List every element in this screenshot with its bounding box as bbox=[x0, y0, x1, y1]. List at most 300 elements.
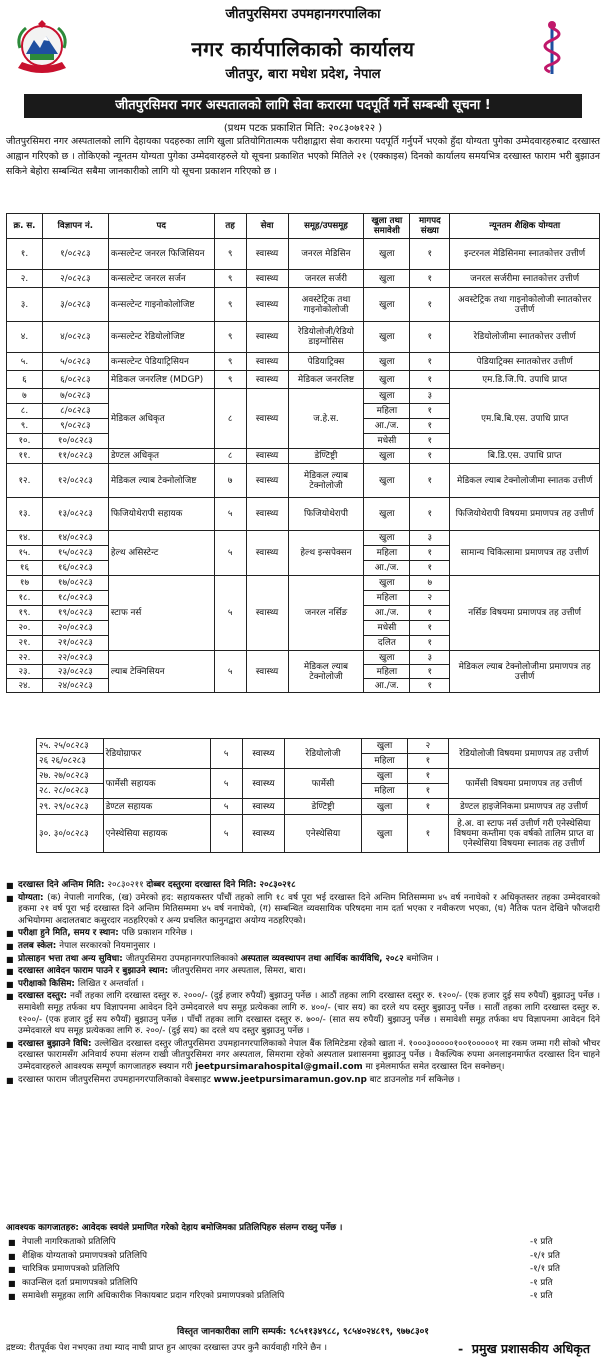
document-name: समावेशी समूहका लागि अधिकारीक निकायबाट प्रदान गरिएको प्रमाणपत्रको प्रतिलिपि bbox=[22, 1291, 285, 1301]
count-cell: १ bbox=[410, 464, 450, 498]
table-header-cell: सेवा bbox=[246, 214, 288, 239]
group-cell: ज.हे.स. bbox=[288, 389, 364, 449]
ad-number-cell: ११/०८२८३ bbox=[42, 449, 108, 464]
info-label: दरखास्त दस्तुर: bbox=[18, 991, 71, 1002]
serial-cell: २. bbox=[7, 270, 43, 288]
serial-cell: ३. bbox=[7, 288, 43, 322]
count-cell: १ bbox=[410, 449, 450, 464]
info-item bbox=[6, 979, 600, 991]
qualification-cell: पेडियाट्रिक्स स्नातकोत्तर उत्तीर्ण bbox=[450, 353, 600, 371]
letterhead bbox=[0, 0, 606, 92]
ad-number-cell: २९. २९/०८२८३ bbox=[37, 799, 104, 815]
bullet-icon: ■ bbox=[6, 992, 14, 1002]
count-cell: १ bbox=[410, 371, 450, 389]
table-row bbox=[7, 353, 600, 371]
info-value: दरखास्त फाराम जीतपुरसिमरा उपमहानगरपालिकाको वेबसाइट bbox=[18, 1074, 214, 1085]
bullet-icon: ■ bbox=[8, 1265, 16, 1274]
qualification-cell: मेडिकल ल्याब टेक्नोलोजीमा प्रमाणपत्र तह उत्तीर्ण bbox=[450, 651, 600, 693]
service-cell: स्वास्थ्य bbox=[242, 799, 284, 815]
quota-cell: महिला bbox=[364, 404, 410, 419]
level-cell: ५ bbox=[210, 815, 242, 853]
info-label: www.jeetpursimaramun.gov.np bbox=[213, 1074, 367, 1085]
quota-cell: खुला bbox=[361, 739, 407, 754]
ad-number-cell: १९/०८२८३ bbox=[42, 606, 108, 621]
group-cell: जनरल सर्जरी bbox=[288, 270, 364, 288]
quota-cell: महिला bbox=[361, 784, 407, 799]
count-cell: ३ bbox=[410, 651, 450, 665]
count-cell: १ bbox=[408, 815, 448, 853]
qualification-cell: डेण्टल हाइजेनिकमा प्रमाणपत्र तह उत्तीर्ण bbox=[448, 799, 599, 815]
count-cell: १ bbox=[410, 353, 450, 371]
document-item bbox=[6, 1263, 600, 1277]
qualification-cell: रेडियोलोजी विषयमा प्रमाणपत्र तह उत्तीर्ण bbox=[448, 739, 599, 769]
post-cell: स्टाफ नर्स bbox=[108, 576, 214, 651]
bullet-icon: ■ bbox=[8, 1278, 16, 1288]
info-item bbox=[6, 880, 600, 892]
quota-cell: खुला bbox=[364, 288, 410, 322]
office-address: जीतपुर, बारा मधेश प्रदेश, नेपाल bbox=[225, 67, 381, 82]
count-cell: १ bbox=[408, 769, 448, 784]
info-text bbox=[18, 979, 600, 991]
info-text bbox=[18, 941, 600, 953]
info-text bbox=[18, 928, 600, 940]
quota-cell: दलित bbox=[364, 636, 410, 651]
serial-cell: १७ bbox=[7, 576, 43, 591]
table-row bbox=[7, 464, 600, 498]
quota-cell: खुला bbox=[364, 498, 410, 531]
document-name: शैक्षिक योग्यताको प्रमाणपत्रको प्रतिलिपि bbox=[22, 1250, 148, 1261]
count-cell: १ bbox=[410, 270, 450, 288]
level-cell: ९ bbox=[214, 353, 246, 371]
count-cell: १ bbox=[410, 665, 450, 679]
post-cell: कन्सल्टेन्ट रेडियोलोजिष्ट bbox=[108, 322, 214, 353]
ad-number-cell: १०/०८२८३ bbox=[42, 434, 108, 449]
count-cell: १ bbox=[410, 419, 450, 434]
group-cell: पेडियाट्रिक्स bbox=[288, 353, 364, 371]
document-item bbox=[6, 1236, 600, 1250]
service-cell: स्वास्थ्य bbox=[246, 651, 288, 693]
group-cell: डेण्टिष्ट्री bbox=[288, 449, 364, 464]
post-cell: कन्सल्टेन्ट जनरल फिजिसियन bbox=[108, 239, 214, 270]
document-name: काउन्सिल दर्ता प्रमाणपत्रको प्रतिलिपि bbox=[22, 1277, 138, 1288]
bullet-icon: ■ bbox=[6, 1039, 14, 1049]
serial-cell: २०. bbox=[7, 621, 43, 636]
info-text bbox=[18, 991, 600, 1037]
info-label: तलब स्केल: bbox=[18, 940, 60, 951]
count-cell: १ bbox=[410, 621, 450, 636]
info-text bbox=[18, 880, 600, 892]
table-header-cell: क्र. स. bbox=[7, 214, 43, 239]
info-label: jeetpursimarahospital@gmail.com bbox=[195, 1061, 363, 1072]
service-cell: स्वास्थ्य bbox=[242, 769, 284, 799]
bullet-icon: ■ bbox=[6, 893, 14, 903]
group-cell: जनरल नर्सिङ bbox=[288, 576, 364, 651]
post-cell: कन्सल्टेन्ट जनरल सर्जन bbox=[108, 270, 214, 288]
post-cell: डेण्टल अधिकृत bbox=[108, 449, 214, 464]
serial-cell: २१. bbox=[7, 636, 43, 651]
info-label: परीक्षा हुने मिति, समय र स्थान: bbox=[18, 928, 122, 939]
serial-cell: ९. bbox=[7, 419, 43, 434]
info-value: २०८३०२१८ bbox=[259, 880, 296, 890]
qualification-cell: सामान्य चिकित्सामा प्रमाणपत्र तह उत्तीर्ण bbox=[450, 531, 600, 576]
group-cell: फार्मेसी bbox=[285, 769, 362, 799]
table-row bbox=[36, 739, 600, 754]
info-item bbox=[6, 1039, 600, 1074]
required-documents bbox=[6, 1221, 600, 1304]
post-cell: मेडिकल जनरलिष्ट (MDGP) bbox=[108, 371, 214, 389]
serial-cell: २३. bbox=[7, 665, 43, 679]
count-cell: १ bbox=[410, 606, 450, 621]
vacancy-table-continued bbox=[36, 738, 600, 853]
count-cell: ७ bbox=[410, 576, 450, 591]
count-cell: ३ bbox=[410, 531, 450, 546]
service-cell: स्वास्थ्य bbox=[246, 288, 288, 322]
group-cell: मेडिकल ल्याब टेक्नोलोजी bbox=[288, 651, 364, 693]
bullet-icon: ■ bbox=[8, 1238, 16, 1247]
intro-paragraph: जीतपुरसिमरा नगर अस्पतालको लागि देहायका पदहरुका लागि खुला प्रतियोगितात्मक परीक्षाद्वारा सेवा करारमा पदपूर्ति गर्नुपर्ने भएको हुँदा योग्यता पुगेका उम्मेदवारहरुबाट दरखास्त आह्वान गरिएको छ । तोकिएको न्यूनतम योग्यता पुगेका उम्मेदवारहरुले यो सूचना प्रकाशित भएको मितिले २१ (एक्काइस) दिनको कार्यालय समयभित्र दरखास्त फाराम भरी बुझाउन सकिने बेहोरा सम्बन्धित सबैमा जानकारीको लागि यो सूचना प्रकाशन गरिएको छ । bbox=[6, 136, 600, 177]
service-cell: स्वास्थ्य bbox=[246, 464, 288, 498]
documents-heading: आवश्यक कागजातहरु: आवेदक स्वयंले प्रमाणित गरेको देहाय बमोजिमका प्रतिलिपिहरु संलग्न राख्नु पर्नेछ । bbox=[6, 1223, 343, 1233]
serial-cell: १३. bbox=[7, 498, 43, 531]
count-cell: १ bbox=[410, 561, 450, 576]
qualification-cell: रेडियोलोजीमा स्नातकोत्तर उत्तीर्ण bbox=[450, 322, 600, 353]
caduceus-logo-icon bbox=[532, 18, 572, 78]
quota-cell: खुला bbox=[364, 576, 410, 591]
info-text bbox=[18, 954, 600, 966]
ad-number-cell: १२/०८२८३ bbox=[42, 464, 108, 498]
post-cell: कन्सल्टेन्ट पेडियाट्रिसियन bbox=[108, 353, 214, 371]
bullet-icon: ■ bbox=[6, 929, 14, 939]
group-cell: एनेस्थेसिया bbox=[285, 815, 362, 853]
qualification-cell: फार्मेसी विषयमा प्रमाणपत्र तह उत्तीर्ण bbox=[448, 769, 599, 799]
info-label: अस्पताल व्यवस्थापन तथा आर्थिक कार्यविधि, २०८२ bbox=[240, 953, 404, 964]
quota-cell: मधेसी bbox=[364, 434, 410, 449]
info-label: दरखास्त बुझाउने विधि: bbox=[18, 1038, 95, 1049]
ad-number-cell: ४/०८२८३ bbox=[42, 322, 108, 353]
count-cell: १ bbox=[408, 799, 448, 815]
ad-number-cell: १/०८२८३ bbox=[42, 239, 108, 270]
qualification-cell: मेडिकल ल्याब टेक्नोलोजीमा स्नातक उत्तीर्ण bbox=[450, 464, 600, 498]
post-cell: फिजियोथेरापी सहायक bbox=[108, 498, 214, 531]
group-cell: हेल्थ इन्सपेक्सन bbox=[288, 531, 364, 576]
table-row bbox=[36, 799, 600, 815]
level-cell: ५ bbox=[214, 498, 246, 531]
info-text bbox=[18, 1039, 600, 1074]
level-cell: ९ bbox=[214, 239, 246, 270]
level-cell: ५ bbox=[210, 799, 242, 815]
count-cell: १ bbox=[408, 784, 448, 799]
qualification-cell: फिजियोथेरापी विषयमा प्रमाणपत्र तह उत्तीर्ण bbox=[450, 498, 600, 531]
group-cell: अवस्टेट्रिक तथा गाइनोकोलोजी bbox=[288, 288, 364, 322]
serial-cell: १८. bbox=[7, 591, 43, 606]
quota-cell: महिला bbox=[364, 665, 410, 679]
level-cell: ७ bbox=[214, 464, 246, 498]
info-label: परीक्षाको किसिम: bbox=[18, 978, 78, 989]
info-text bbox=[18, 893, 600, 928]
qualification-cell: बि.डि.एस. उपाधि प्राप्त bbox=[450, 449, 600, 464]
service-cell: स्वास्थ्य bbox=[246, 371, 288, 389]
level-cell: ८ bbox=[214, 449, 246, 464]
application-details bbox=[6, 880, 600, 1087]
level-cell: ८ bbox=[214, 389, 246, 449]
level-cell: ५ bbox=[210, 769, 242, 799]
qualification-cell: एम.डि.जि.पि. उपाधि प्राप्त bbox=[450, 371, 600, 389]
info-value: जीतपुरसिमरा उपमहानगरपालिकाको bbox=[125, 953, 241, 964]
signatory-title: - प्रमुख प्रशासकीय अधिकृत bbox=[457, 1341, 590, 1356]
notice-title-banner: जीतपुरसिमरा नगर अस्पतालको लागि सेवा करारमा पदपूर्ति गर्ने सम्बन्धी सूचना ! bbox=[24, 94, 582, 118]
count-cell: २ bbox=[410, 591, 450, 606]
bullet-icon: ■ bbox=[6, 967, 14, 977]
quota-cell: खुला bbox=[364, 322, 410, 353]
info-value: लिखित र अन्तर्वार्ता । bbox=[77, 978, 145, 989]
count-cell: १ bbox=[410, 498, 450, 531]
table-row bbox=[7, 576, 600, 591]
table-row bbox=[7, 498, 600, 531]
info-item bbox=[6, 991, 600, 1037]
qualification-cell: इन्टरनल मेडिसिनमा स्नातकोत्तर उत्तीर्ण bbox=[450, 239, 600, 270]
level-cell: ९ bbox=[214, 371, 246, 389]
table-row bbox=[7, 239, 600, 270]
group-cell: मेडिकल ल्याब टेक्नोलोजी bbox=[288, 464, 364, 498]
ad-number-cell: ९/०८२८३ bbox=[42, 419, 108, 434]
ad-number-cell: ६/०८२८३ bbox=[42, 371, 108, 389]
quota-cell: खुला bbox=[361, 815, 407, 853]
bullet-icon: ■ bbox=[8, 1251, 16, 1261]
ad-number-cell: २७. २७/०८२८३ bbox=[37, 769, 104, 784]
document-name: चारित्रिक प्रमाणपत्रको प्रतिलिपि bbox=[22, 1264, 120, 1274]
count-cell: १ bbox=[410, 636, 450, 651]
table-row bbox=[36, 815, 600, 853]
count-cell: २ bbox=[408, 739, 448, 754]
quota-cell: महिला bbox=[364, 591, 410, 606]
post-cell: डेण्टल सहायक bbox=[103, 799, 210, 815]
info-value: पछि प्रकाशन गरिनेछ । bbox=[121, 928, 193, 939]
bullet-icon: ■ bbox=[6, 941, 14, 951]
group-cell: जनरल मेडिसिन bbox=[288, 239, 364, 270]
table-header-cell: खुला तथा समावेशी bbox=[364, 214, 410, 239]
table-header-row bbox=[7, 214, 600, 239]
info-item bbox=[6, 1075, 600, 1087]
group-cell: मेडिकल जनरलिष्ट bbox=[288, 371, 364, 389]
group-cell: रेडियोलोजी bbox=[285, 739, 362, 769]
level-cell: ५ bbox=[214, 576, 246, 651]
quota-cell: खुला bbox=[364, 239, 410, 270]
quota-cell: खुला bbox=[361, 769, 407, 784]
document-copies: -१ प्रति bbox=[530, 1277, 553, 1288]
info-label: प्रोत्साहन भत्ता तथा अन्य सुविधा: bbox=[18, 953, 126, 964]
document-copies: -१ प्रति bbox=[530, 1237, 553, 1247]
serial-cell: १५. bbox=[7, 546, 43, 561]
level-cell: ५ bbox=[214, 651, 246, 693]
ad-number-cell: १३/०८२८३ bbox=[42, 498, 108, 531]
quota-cell: खुला bbox=[364, 389, 410, 404]
quota-cell: महिला bbox=[364, 546, 410, 561]
document-item bbox=[6, 1250, 600, 1264]
serial-cell: १४. bbox=[7, 531, 43, 546]
bullet-icon: ■ bbox=[6, 881, 14, 890]
document-name: नेपाली नागरिकताको प्रतिलिपि bbox=[22, 1237, 116, 1247]
ad-number-cell: १७/०८२८३ bbox=[42, 576, 108, 591]
service-cell: स्वास्थ्य bbox=[246, 531, 288, 576]
post-cell: ल्याब टेक्निसियन bbox=[108, 651, 214, 693]
ad-number-cell: ३/०८२८३ bbox=[42, 288, 108, 322]
ad-number-cell: ८/०८२८३ bbox=[42, 404, 108, 419]
ad-number-cell: १५/०८२८३ bbox=[42, 546, 108, 561]
qualification-cell: एम.बि.बि.एस. उपाधि प्राप्त bbox=[450, 389, 600, 449]
quota-cell: खुला bbox=[364, 651, 410, 665]
info-value: २०८३०२११ bbox=[107, 880, 147, 890]
info-value: बाट डाउनलोड गर्न सकिनेछ । bbox=[366, 1074, 461, 1085]
service-cell: स्वास्थ्य bbox=[246, 239, 288, 270]
quota-cell: आ./ज. bbox=[364, 679, 410, 693]
serial-cell: ५. bbox=[7, 353, 43, 371]
post-cell: फार्मेसी सहायक bbox=[103, 769, 210, 799]
level-cell: ९ bbox=[214, 288, 246, 322]
info-text bbox=[18, 1075, 600, 1087]
table-row bbox=[36, 769, 600, 784]
info-value: नेपाल सरकारको नियमानुसार । bbox=[59, 940, 156, 951]
qualification-cell: अवस्टेट्रिक तथा गाइनोकोलोजी स्नातकोत्तर उत्तीर्ण bbox=[450, 288, 600, 322]
info-value: उल्लेखित दरखास्त दस्तुर जीतपुरसिमरा उपमहानगरपालिकाको नेपाल बैंक लिमिटेडमा रहेको खाता नं. १०००३०००००१००१०००००१ मा रकम जम्मा गरी सोको भौचर दरखास्त फारामसँग अनिवार्य रुपमा संलग्न राखी जीतपुरसिमरा नगर अस्पताल, सिमरामा रहेको अस्पताल प्रशासनमा बुझाउनु पर्नेछ । वैकल्पिक रुपमा अनलाइनमार्फत दरखास्त दिन चाहने उम्मेदवारहरुले आवश्यक सम्पूर्ण कागजातहरु स्क्यान गरी bbox=[18, 1038, 601, 1072]
ad-number-cell: १८/०८२८३ bbox=[42, 591, 108, 606]
signatory-label: प्रमुख प्रशासकीय अधिकृत bbox=[471, 1341, 590, 1356]
quota-cell: आ./ज. bbox=[364, 561, 410, 576]
info-label: योग्यता: bbox=[18, 892, 48, 903]
serial-cell: ८. bbox=[7, 404, 43, 419]
table-row bbox=[7, 322, 600, 353]
service-cell: स्वास्थ्य bbox=[246, 576, 288, 651]
table-row bbox=[7, 531, 600, 546]
table-header-cell: पद bbox=[108, 214, 214, 239]
ad-number-cell: ७/०८२८३ bbox=[42, 389, 108, 404]
table-header-cell: विज्ञापन नं. bbox=[42, 214, 108, 239]
count-cell: १ bbox=[410, 239, 450, 270]
serial-cell: ७ bbox=[7, 389, 43, 404]
office-name: नगर कार्यपालिकाको कार्यालय bbox=[191, 37, 415, 61]
vacancy-table bbox=[6, 213, 600, 693]
table-row bbox=[7, 651, 600, 665]
ad-number-cell: २५. २५/०८२८३ bbox=[37, 739, 104, 754]
info-value: जीतपुरसिमरा नगर अस्पताल, सिमरा, बारा। bbox=[171, 966, 306, 977]
group-cell: फिजियोथेरापी bbox=[288, 498, 364, 531]
info-value: बमोजिम । bbox=[403, 953, 439, 964]
count-cell: १ bbox=[410, 434, 450, 449]
quota-cell: खुला bbox=[364, 464, 410, 498]
quota-cell: आ./ज. bbox=[364, 419, 410, 434]
quota-cell: मधेसी bbox=[364, 621, 410, 636]
quota-cell: खुला bbox=[364, 531, 410, 546]
bullet-icon: ■ bbox=[6, 979, 14, 989]
post-cell: रेडियोग्राफर bbox=[103, 739, 210, 769]
info-label: दोब्बर दस्तुरमा दरखास्त दिने मिति: bbox=[146, 880, 260, 890]
table-header-cell: न्यूनतम शैक्षिक योग्यता bbox=[450, 214, 600, 239]
table-header-cell: समूह/उपसमूह bbox=[288, 214, 364, 239]
service-cell: स्वास्थ्य bbox=[246, 498, 288, 531]
service-cell: स्वास्थ्य bbox=[242, 739, 284, 769]
qualification-cell: नर्सिङ विषयमा प्रमाणपत्र तह उत्तीर्ण bbox=[450, 576, 600, 651]
info-item bbox=[6, 928, 600, 940]
service-cell: स्वास्थ्य bbox=[242, 815, 284, 853]
service-cell: स्वास्थ्य bbox=[246, 322, 288, 353]
table-header-cell: तह bbox=[214, 214, 246, 239]
post-cell: मेडिकल अधिकृत bbox=[108, 389, 214, 449]
count-cell: १ bbox=[410, 679, 450, 693]
count-cell: १ bbox=[410, 322, 450, 353]
publication-date: (प्रथम पटक प्रकाशित मिति: २०८३०७१२२ ) bbox=[223, 123, 383, 134]
document-item bbox=[6, 1290, 600, 1304]
ad-number-cell: २०/०८२८३ bbox=[42, 621, 108, 636]
info-item bbox=[6, 941, 600, 953]
count-cell: ३ bbox=[410, 389, 450, 404]
footer-note: द्रष्टव्य: रीतपूर्वक पेश नभएका तथा म्याद नाघी प्राप्त हुन आएका दरखास्त उपर कुनै कार्यवाही गरिने छैन । bbox=[6, 1343, 328, 1353]
ad-number-cell: ३०. ३०/०८२८३ bbox=[37, 815, 104, 853]
ad-number-cell: २३/०८२८३ bbox=[42, 665, 108, 679]
qualification-cell: हे.अ. वा स्टाफ नर्स उत्तीर्ण गरी एनेस्थेसिया विषयमा कम्तीमा एक वर्षको तालिम प्राप्त वा एनेस्थेसिया विषयमा स्नातक तह उत्तीर्ण bbox=[448, 815, 599, 853]
count-cell: १ bbox=[408, 754, 448, 769]
serial-cell: १२. bbox=[7, 464, 43, 498]
info-item bbox=[6, 893, 600, 928]
info-text bbox=[18, 966, 600, 978]
service-cell: स्वास्थ्य bbox=[246, 389, 288, 449]
serial-cell: १६ bbox=[7, 561, 43, 576]
serial-cell: १९. bbox=[7, 606, 43, 621]
contact-info: विस्तृत जानकारीका लागि सम्पर्क: ९८५११३४९८८, ९८५४०२४८१९, ९७७८३०१ bbox=[176, 1327, 429, 1337]
info-item bbox=[6, 966, 600, 978]
table-row bbox=[7, 389, 600, 404]
quota-cell: महिला bbox=[361, 754, 407, 769]
service-cell: स्वास्थ्य bbox=[246, 270, 288, 288]
level-cell: ९ bbox=[214, 322, 246, 353]
serial-cell: ११. bbox=[7, 449, 43, 464]
ad-number-cell: २८. २८/०८२८३ bbox=[37, 784, 104, 799]
qualification-cell: जनरल सर्जरीमा स्नातकोत्तर उत्तीर्ण bbox=[450, 270, 600, 288]
serial-cell: ४. bbox=[7, 322, 43, 353]
document-copies: -१/१ प्रति bbox=[530, 1250, 561, 1261]
info-label: दरखास्त आवेदन फाराम पाउने र बुझाउने स्थान: bbox=[18, 966, 172, 977]
level-cell: ९ bbox=[214, 270, 246, 288]
quota-cell: खुला bbox=[364, 353, 410, 371]
serial-cell: १. bbox=[7, 239, 43, 270]
bullet-icon: ■ bbox=[8, 1292, 16, 1301]
document-item bbox=[6, 1277, 600, 1291]
quota-cell: खुला bbox=[364, 371, 410, 389]
ad-number-cell: २/०८२८३ bbox=[42, 270, 108, 288]
serial-cell: २२. bbox=[7, 651, 43, 665]
group-cell: डेण्टिष्ट्री bbox=[285, 799, 362, 815]
ad-number-cell: २४/०८२८३ bbox=[42, 679, 108, 693]
document-copies: -१/१ प्रति bbox=[530, 1264, 561, 1274]
serial-cell: ६ bbox=[7, 371, 43, 389]
quota-cell: खुला bbox=[364, 270, 410, 288]
bullet-icon: ■ bbox=[6, 954, 14, 964]
post-cell: कन्सल्टेन्ट गाइनोकोलोजिष्ट bbox=[108, 288, 214, 322]
table-header-cell: मागपद संख्या bbox=[410, 214, 450, 239]
post-cell: एनेस्थेसिया सहायक bbox=[103, 815, 210, 853]
municipality-name: जीतपुरसिमरा उपमहानगरपालिका bbox=[225, 7, 381, 22]
serial-cell: १०. bbox=[7, 434, 43, 449]
info-value: नवौं तहका लागि दरखास्त दस्तुर रु. २०००/- (दुई हजार रुपैयाँ) बुझाउनु पर्नेछ । आठौं तहका लागि दरखास्त दस्तुर रु. १२००/- (एक हजार दुई सय रुपैयाँ) बुझाउनु पर्नेछ । समावेशी समूह तर्फका थप विज्ञापनमा आवेदन दिने उम्मेदवारले थप समूह प्रत्येकका लागि रु. ४००/- (चार सय) का दरले थप दस्तुर बुझाउनु पर्नेछ । सातौं तहका लागि दरखास्त दस्तुर रु. १२००/- (एक हजार दुई सय रुपैयाँ) बुझाउनु पर्नेछ । पाँचौं तहका लागि दरखास्त दस्तुर रु. ७००/- (सात सय रुपैयाँ) बुझाउनु पर्नेछ । समावेशी समूह तर्फका थप विज्ञापनमा आवेदन दिने उम्मेदवारले थप समूह प्रत्येकका लागि रु. २००/- (दुई सय) का दरले थप दस्तुर बुझाउनु पर्नेछ । bbox=[18, 991, 600, 1037]
serial-cell: २४. bbox=[7, 679, 43, 693]
table-row bbox=[7, 449, 600, 464]
post-cell: हेल्थ असिस्टेन्ट bbox=[108, 531, 214, 576]
quota-cell: आ./ज. bbox=[364, 606, 410, 621]
ad-number-cell: २६ २६/०८२८३ bbox=[37, 754, 104, 769]
count-cell: १ bbox=[410, 546, 450, 561]
table-row bbox=[7, 288, 600, 322]
ad-number-cell: १४/०८२८३ bbox=[42, 531, 108, 546]
service-cell: स्वास्थ्य bbox=[246, 353, 288, 371]
info-value: मा इमेलमार्फत समेत दरखास्त दिन सक्नेछन्। bbox=[362, 1061, 505, 1072]
